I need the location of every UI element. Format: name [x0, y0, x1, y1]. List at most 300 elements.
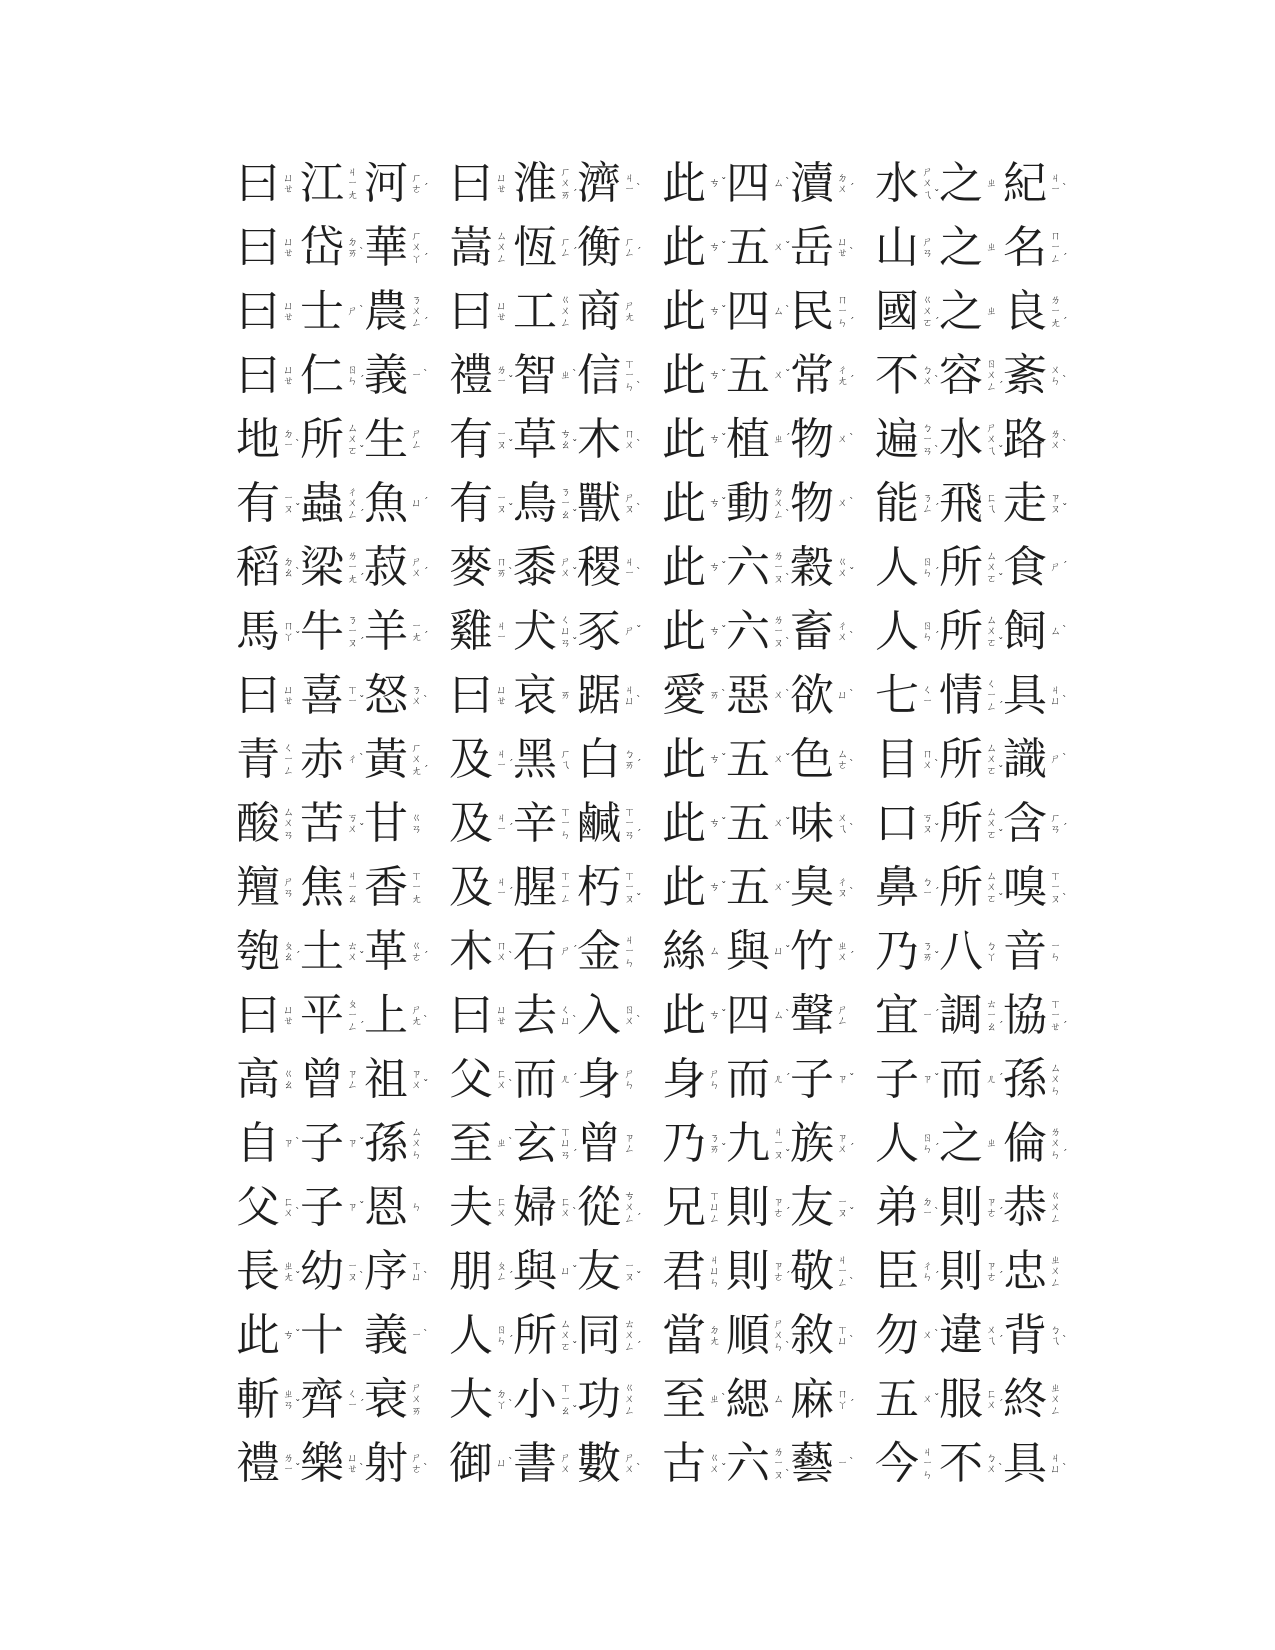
- tone-mark: ˋ: [1062, 374, 1068, 387]
- hanzi-character: 曰: [236, 990, 280, 1041]
- zhuyin-annotation: [623, 160, 642, 208]
- character-unit: [725, 1184, 789, 1232]
- hanzi-character: 黃: [364, 734, 408, 785]
- zhuyin-letter: ㄨ: [837, 811, 848, 824]
- zhuyin-letter: ㄚ ˊ: [837, 1398, 855, 1411]
- phrase-group: [661, 800, 853, 848]
- zhuyin-annotation: [410, 1248, 429, 1296]
- phrase-group: [448, 1376, 640, 1424]
- zhuyin-annotation: [1049, 416, 1068, 464]
- zhuyin-letter: ㄧ: [922, 1457, 933, 1470]
- hanzi-character: 則: [726, 1182, 770, 1233]
- zhuyin-letter: ㄝ: [283, 375, 294, 387]
- zhuyin-annotation: [708, 1056, 721, 1104]
- character-unit: [235, 992, 299, 1040]
- text-row: [235, 672, 1275, 736]
- zhuyin-letter: ㄣ: [560, 828, 571, 841]
- phrase-group: [235, 1248, 427, 1296]
- hanzi-character: 此: [662, 158, 706, 209]
- character-unit: [512, 1376, 576, 1424]
- character-unit: [874, 1248, 938, 1296]
- phrase-group: [448, 864, 640, 912]
- zhuyin-letter: ㄐ: [922, 1445, 933, 1458]
- zhuyin-annotation: [1049, 160, 1068, 208]
- hanzi-character: 子: [300, 1182, 344, 1233]
- tone-mark: ˋ: [785, 688, 791, 702]
- zhuyin-annotation: [836, 736, 855, 784]
- zhuyin-letter: ㄨ ˇ: [411, 1078, 429, 1091]
- zhuyin-letter: ㄓ: [986, 305, 997, 318]
- zhuyin-letter: ㄞ: [411, 1404, 422, 1417]
- zhuyin-letter: ㄙ: [986, 805, 997, 818]
- zhuyin-annotation: [1049, 1056, 1062, 1104]
- zhuyin-letter: ㄧ: [773, 1457, 784, 1470]
- character-unit: [725, 1312, 789, 1360]
- hanzi-character: 背: [1003, 1310, 1047, 1361]
- zhuyin-annotation: [1049, 992, 1068, 1040]
- character-unit: [725, 1056, 789, 1104]
- zhuyin-letter: ㄥ ˋ: [837, 1275, 855, 1289]
- hanzi-character: 畜: [790, 606, 834, 657]
- zhuyin-letter: ㄩ ˋ: [411, 1270, 429, 1283]
- zhuyin-letter: ㄆ: [347, 997, 358, 1010]
- zhuyin-letter: ㄤ: [624, 311, 635, 323]
- zhuyin-letter: ㄧ ˇ: [347, 694, 365, 707]
- tone-mark: ˇ: [572, 635, 578, 649]
- character-unit: [789, 736, 853, 784]
- hanzi-character: 不: [875, 350, 919, 401]
- tone-mark: ˋ: [295, 566, 301, 579]
- character-unit: [512, 1120, 576, 1168]
- zhuyin-letter: ㄢ ˊ: [1050, 822, 1068, 835]
- hanzi-character: 酸: [236, 798, 280, 849]
- tone-mark: ˇ: [359, 694, 365, 707]
- zhuyin-letter: ㄡ ˋ: [773, 571, 791, 585]
- zhuyin-annotation: [623, 352, 642, 400]
- hanzi-character: 違: [939, 1310, 983, 1361]
- zhuyin-annotation: [1049, 736, 1068, 784]
- character-unit: [1002, 480, 1066, 528]
- zhuyin-annotation: [772, 160, 791, 208]
- zhuyin-annotation: [623, 928, 636, 976]
- hanzi-character: 義: [364, 1310, 408, 1361]
- zhuyin-letter: ㄧ: [773, 625, 784, 638]
- hanzi-character: 從: [577, 1182, 621, 1233]
- hanzi-character: 義: [364, 350, 408, 401]
- zhuyin-letter: ㄕ: [624, 491, 635, 504]
- zhuyin-letter: ㄨ ˋ: [1050, 438, 1068, 451]
- zhuyin-letter: ㄨ ˇ: [773, 880, 791, 894]
- zhuyin-annotation: [772, 224, 791, 272]
- character-unit: [1002, 992, 1066, 1040]
- tone-mark: ˋ: [934, 758, 940, 771]
- zhuyin-annotation: [282, 864, 295, 912]
- zhuyin-letter: ㄨ: [496, 241, 507, 254]
- hanzi-character: 菽: [364, 542, 408, 593]
- tone-mark: ˊ: [998, 699, 1004, 713]
- character-unit: [448, 1312, 512, 1360]
- zhuyin-letter: ㄙ: [986, 613, 997, 626]
- tone-mark: ˊ: [508, 1270, 514, 1283]
- hanzi-character: 身: [577, 1054, 621, 1105]
- zhuyin-letter: ㄏ: [411, 171, 422, 184]
- zhuyin-letter: ㄏ: [560, 235, 571, 248]
- zhuyin-letter: ㄡ ˇ: [773, 1147, 791, 1161]
- tone-mark: ˋ: [934, 1328, 940, 1342]
- zhuyin-annotation: [559, 608, 578, 656]
- character-unit: [789, 1440, 853, 1488]
- zhuyin-annotation: [772, 1248, 791, 1296]
- hanzi-character: 岳: [790, 222, 834, 273]
- zhuyin-letter: ㄕ: [709, 1067, 720, 1080]
- zhuyin-letter: ㄔ: [837, 363, 848, 376]
- zhuyin-annotation: [559, 928, 578, 976]
- zhuyin-letter: ㄛ ˇ: [347, 443, 365, 457]
- character-unit: [938, 1440, 1002, 1488]
- character-unit: [1002, 1440, 1066, 1488]
- character-unit: [299, 224, 363, 272]
- tone-mark: ˊ: [998, 1019, 1004, 1033]
- zhuyin-letter: ㄆ: [283, 939, 294, 952]
- hanzi-character: 農: [364, 286, 408, 337]
- zhuyin-letter: ㄩ: [560, 1137, 571, 1150]
- hanzi-character: 此: [236, 1310, 280, 1361]
- zhuyin-letter: ㄉ: [283, 555, 294, 568]
- character-unit: [938, 352, 1002, 400]
- character-unit: [576, 608, 640, 656]
- character-unit: [789, 1312, 853, 1360]
- zhuyin-annotation: [772, 544, 791, 592]
- tone-mark: ˊ: [508, 886, 514, 899]
- hanzi-character: 曾: [577, 1118, 621, 1169]
- zhuyin-letter: ㄡ ˊ: [347, 635, 365, 649]
- zhuyin-annotation: [708, 544, 727, 592]
- zhuyin-letter: ㄓ: [283, 1259, 294, 1272]
- zhuyin-letter: ㄅ: [922, 875, 933, 888]
- zhuyin-letter: ㄈ: [986, 491, 997, 504]
- phrase-group: [235, 1376, 427, 1424]
- zhuyin-annotation: [1049, 1440, 1068, 1488]
- zhuyin-letter: ㄅ: [986, 1451, 997, 1464]
- zhuyin-letter: ㄧ: [283, 753, 294, 766]
- hanzi-character: 能: [875, 478, 919, 529]
- hanzi-character: 長: [236, 1246, 280, 1297]
- character-unit: [448, 416, 512, 464]
- phrase-group: [661, 480, 853, 528]
- hanzi-character: 五: [726, 862, 770, 913]
- zhuyin-letter: ㄧ: [560, 817, 571, 830]
- zhuyin-annotation: [985, 544, 1004, 592]
- zhuyin-letter: ㄌ: [1050, 293, 1061, 306]
- zhuyin-letter: ㄧ: [347, 625, 358, 638]
- tone-mark: ˇ: [849, 1072, 855, 1086]
- hanzi-character: 五: [726, 222, 770, 273]
- zhuyin-annotation: [410, 480, 429, 528]
- zhuyin-letter: ㄨ: [496, 1207, 507, 1219]
- hanzi-character: 則: [939, 1246, 983, 1297]
- character-unit: [938, 1120, 1002, 1168]
- character-unit: [235, 736, 299, 784]
- zhuyin-letter: ㄘ ˇ: [283, 1328, 301, 1342]
- character-unit: [725, 800, 789, 848]
- zhuyin-letter: ㄡ ˇ: [624, 1270, 642, 1283]
- hanzi-character: 鼻: [875, 862, 919, 913]
- zhuyin-annotation: [559, 864, 572, 912]
- zhuyin-letter: ㄇ: [283, 619, 294, 632]
- zhuyin-letter: ㄘ ˇ: [709, 1008, 727, 1022]
- zhuyin-annotation: [282, 544, 301, 592]
- zhuyin-letter: ㄠ ˋ: [283, 566, 301, 579]
- character-unit: [1002, 352, 1066, 400]
- character-unit: [512, 1056, 576, 1104]
- zhuyin-letter: ㄨ ˋ: [283, 1206, 301, 1219]
- hanzi-character: 此: [662, 414, 706, 465]
- zhuyin-letter: ㄠ: [283, 1079, 294, 1091]
- zhuyin-letter: ㄝ: [283, 183, 294, 195]
- zhuyin-letter: ㄉ: [837, 171, 848, 184]
- zhuyin-letter: ㄟ: [560, 759, 571, 771]
- zhuyin-annotation: [708, 608, 727, 656]
- phrase-group: [661, 608, 853, 656]
- phrase-group: [235, 160, 427, 208]
- hanzi-character: 子: [875, 1054, 919, 1105]
- tone-mark: ˊ: [359, 571, 365, 585]
- tone-mark: ˋ: [1062, 182, 1068, 195]
- zhuyin-letter: ㄣ ˊ: [922, 1142, 940, 1155]
- zhuyin-letter: ㄕ: [411, 1381, 422, 1394]
- character-unit: [576, 544, 640, 592]
- zhuyin-annotation: [282, 1376, 301, 1424]
- zhuyin-letter: ㄣ: [709, 1276, 720, 1289]
- tone-mark: ˇ: [636, 891, 642, 905]
- zhuyin-letter: ㄣ: [709, 1079, 720, 1091]
- zhuyin-letter: ㄛ ˇ: [986, 635, 1004, 649]
- zhuyin-letter: ㄇ: [837, 293, 848, 306]
- phrase-group: [448, 1120, 640, 1168]
- zhuyin-letter: ㄧ ˋ: [1050, 182, 1068, 195]
- zhuyin-letter: ㄥ: [709, 1212, 720, 1225]
- zhuyin-letter: ㄞ ˊ: [560, 187, 578, 201]
- zhuyin-annotation: [623, 416, 642, 464]
- zhuyin-annotation: [559, 672, 572, 720]
- character-unit: [576, 800, 640, 848]
- hanzi-character: 今: [875, 1438, 919, 1489]
- zhuyin-letter: ㄥ: [837, 1015, 848, 1027]
- hanzi-character: 獸: [577, 478, 621, 529]
- zhuyin-annotation: [985, 1376, 1004, 1424]
- tone-mark: ˋ: [423, 1328, 429, 1342]
- tone-mark: ˇ: [721, 624, 727, 638]
- zhuyin-annotation: [559, 736, 572, 784]
- zhuyin-annotation: [921, 1120, 940, 1168]
- tone-mark: ˇ: [721, 816, 727, 830]
- text-row: [235, 800, 1275, 864]
- tone-mark: ˋ: [785, 635, 791, 649]
- zhuyin-annotation: [623, 672, 642, 720]
- zhuyin-letter: ㄕ: [922, 165, 933, 178]
- text-row: [235, 1184, 1275, 1248]
- zhuyin-letter: ㄍ: [837, 555, 848, 568]
- hanzi-character: 白: [577, 734, 621, 785]
- zhuyin-letter: ㄧ ˇ: [283, 1462, 301, 1475]
- zhuyin-letter: ㄐ: [1050, 1451, 1061, 1464]
- zhuyin-letter: ㄧ ˊ: [496, 822, 514, 835]
- character-unit: [448, 1376, 512, 1424]
- character-unit: [1002, 672, 1066, 720]
- zhuyin-letter: ㄡ ˇ: [624, 891, 642, 905]
- zhuyin-letter: ㄢ ˋ: [922, 443, 940, 457]
- zhuyin-letter: ㄛ ˇ: [560, 1339, 578, 1353]
- zhuyin-annotation: [410, 224, 429, 272]
- phrase-group: [448, 288, 640, 336]
- zhuyin-annotation: [282, 1120, 301, 1168]
- tone-mark: ˇ: [359, 822, 365, 835]
- hanzi-character: 而: [726, 1054, 770, 1105]
- zhuyin-letter: ㄡ ˋ: [773, 1467, 791, 1481]
- zhuyin-letter: ㄩ: [496, 683, 507, 696]
- hanzi-character: 穀: [790, 542, 834, 593]
- zhuyin-annotation: [772, 864, 791, 912]
- zhuyin-letter: ㄍ: [560, 293, 571, 306]
- zhuyin-annotation: [559, 480, 578, 528]
- phrase-group: [235, 480, 427, 528]
- tone-mark: ˊ: [423, 251, 429, 265]
- zhuyin-annotation: [708, 224, 727, 272]
- zhuyin-letter: ㄝ: [283, 1015, 294, 1027]
- hanzi-character: 踞: [577, 670, 621, 721]
- character-unit: [938, 800, 1002, 848]
- hanzi-character: 絲: [662, 926, 706, 977]
- zhuyin-letter: ㄤ: [347, 188, 358, 201]
- zhuyin-letter: ㄧ: [1050, 305, 1061, 318]
- zhuyin-letter: ㄗ: [986, 1259, 997, 1272]
- zhuyin-letter: ㄞ ˋ: [709, 688, 727, 702]
- phrase-group: [448, 992, 640, 1040]
- hanzi-character: 曰: [236, 158, 280, 209]
- hanzi-character: 子: [300, 1118, 344, 1169]
- hanzi-character: 豕: [577, 606, 621, 657]
- zhuyin-letter: ㄣ: [1050, 1084, 1061, 1097]
- character-unit: [874, 1184, 938, 1232]
- hanzi-character: 之: [939, 158, 983, 209]
- zhuyin-annotation: [282, 736, 295, 784]
- character-unit: [725, 1248, 789, 1296]
- character-unit: [938, 864, 1002, 912]
- zhuyin-letter: ㄧ: [283, 491, 294, 504]
- hanzi-character: 所: [939, 862, 983, 913]
- character-unit: [363, 672, 427, 720]
- hanzi-character: 草: [513, 414, 557, 465]
- tone-mark: ˊ: [934, 1008, 940, 1022]
- tone-mark: ˊ: [998, 1270, 1004, 1283]
- zhuyin-letter: ㄣ ˊ: [922, 1270, 940, 1283]
- zhuyin-annotation: [346, 1440, 365, 1488]
- zhuyin-letter: ㄋ: [411, 293, 422, 306]
- character-unit: [299, 288, 363, 336]
- character-unit: [299, 352, 363, 400]
- zhuyin-letter: ㄧ: [1050, 1009, 1061, 1022]
- tone-mark: ˇ: [359, 1200, 365, 1214]
- zhuyin-letter: ㄝ: [496, 695, 507, 707]
- zhuyin-annotation: [410, 1440, 429, 1488]
- hanzi-character: 遍: [875, 414, 919, 465]
- zhuyin-annotation: [836, 672, 855, 720]
- phrase-group: [874, 672, 1066, 720]
- tone-mark: ˊ: [359, 374, 365, 387]
- zhuyin-annotation: [1049, 480, 1068, 528]
- hanzi-character: 常: [790, 350, 834, 401]
- phrase-group: [874, 544, 1066, 592]
- hanzi-character: 四: [726, 990, 770, 1041]
- zhuyin-letter: ㄖ: [922, 555, 933, 568]
- zhuyin-letter: ㄧ ˋ: [624, 566, 642, 579]
- tone-mark: ˊ: [1062, 315, 1068, 329]
- zhuyin-letter: ㄐ: [624, 683, 635, 696]
- zhuyin-annotation: [772, 672, 791, 720]
- zhuyin-letter: ㄨ ˋ: [496, 1078, 514, 1091]
- character-unit: [576, 352, 640, 400]
- zhuyin-letter: ㄙ: [709, 945, 720, 958]
- phrase-group: [235, 288, 427, 336]
- zhuyin-letter: ㄐ: [496, 811, 507, 824]
- tone-mark: ˇ: [721, 304, 727, 318]
- zhuyin-letter: ㄘ ˇ: [709, 240, 727, 254]
- tone-mark: ˊ: [849, 182, 855, 195]
- zhuyin-letter: ㄡ ˋ: [837, 886, 855, 899]
- character-unit: [576, 160, 640, 208]
- zhuyin-letter: ㄣ ˋ: [1050, 374, 1068, 387]
- tone-mark: ˋ: [636, 1462, 642, 1475]
- tone-mark: ˊ: [423, 630, 429, 643]
- character-unit: [661, 736, 725, 784]
- zhuyin-letter: ㄓ: [986, 241, 997, 254]
- zhuyin-letter: ㄙ: [347, 421, 358, 434]
- zhuyin-letter: ㄩ: [283, 235, 294, 248]
- hanzi-character: 人: [875, 1118, 919, 1169]
- zhuyin-letter: ㄒ: [624, 357, 635, 370]
- zhuyin-letter: ㄥ ˋ: [773, 507, 791, 521]
- zhuyin-letter: ㄈ: [560, 1195, 571, 1208]
- character-unit: [1002, 1056, 1066, 1104]
- zhuyin-annotation: [623, 992, 642, 1040]
- character-unit: [661, 1184, 725, 1232]
- zhuyin-letter: ㄨ ˇ: [773, 240, 791, 254]
- zhuyin-letter: ㄘ: [560, 427, 571, 440]
- zhuyin-annotation: [708, 736, 727, 784]
- character-unit: [448, 1248, 512, 1296]
- hanzi-character: 此: [662, 350, 706, 401]
- tone-mark: ˇ: [998, 443, 1004, 457]
- hanzi-character: 此: [662, 542, 706, 593]
- zhuyin-annotation: [410, 1056, 429, 1104]
- phrase-group: [235, 1440, 427, 1488]
- hanzi-character: 四: [726, 158, 770, 209]
- tone-mark: ˊ: [849, 1398, 855, 1411]
- character-unit: [299, 1184, 363, 1232]
- zhuyin-letter: ㄨ: [624, 1393, 635, 1406]
- zhuyin-letter: ㄒ: [347, 683, 358, 696]
- phrase-group: [448, 928, 640, 976]
- zhuyin-letter: ㄐ: [496, 875, 507, 888]
- zhuyin-letter: ㄘ ˇ: [709, 496, 727, 510]
- zhuyin-letter: ㄙ ˋ: [1050, 624, 1068, 638]
- zhuyin-annotation: [495, 864, 514, 912]
- character-unit: [512, 608, 576, 656]
- tone-mark: ˇ: [849, 1206, 855, 1219]
- zhuyin-letter: ㄐ: [624, 555, 635, 568]
- zhuyin-letter: ㄢ ˇ: [560, 635, 578, 649]
- zhuyin-letter: ㄉ: [922, 1195, 933, 1208]
